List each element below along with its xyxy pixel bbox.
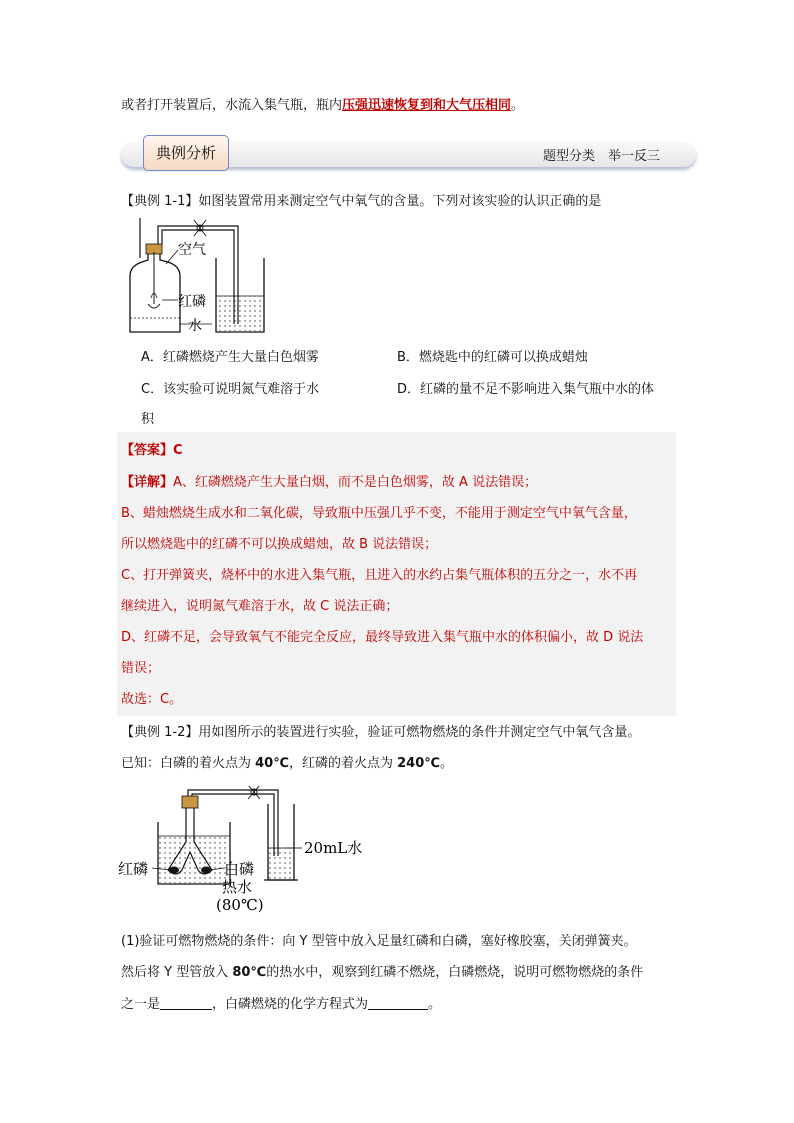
answer-line-8: 故选：C。 xyxy=(121,692,183,707)
section-tag: 典例分析 xyxy=(143,135,229,171)
q2-apparatus-figure xyxy=(118,786,368,916)
q2-part1-line-2: 然后将 Y 型管放入 80℃的热水中，观察到红磷不燃烧，白磷燃烧，说明可燃物燃烧的条件 xyxy=(121,965,644,980)
q2-known: 已知：白磷的着火点为 40℃，红磷的着火点为 240℃。 xyxy=(121,756,454,771)
section-subtitle: 题型分类 举一反三 xyxy=(542,149,660,164)
label-air: 空气 xyxy=(178,242,206,258)
q1-option-d-cont: 积 xyxy=(141,412,155,427)
q1-option-c: C．该实验可说明氮气难溶于水 xyxy=(141,382,320,397)
label-red-phosphorus-2: 红磷 xyxy=(118,860,149,878)
answer-line-1: 【详解】A、红磷燃烧产生大量白烟，而不是白色烟雾，故 A 说法错误； xyxy=(121,475,538,490)
intro-line: 或者打开装置后，水流入集气瓶，瓶内压强迅速恢复到和大气压相同。 xyxy=(121,98,525,113)
answer-line-2: B、蜡烛燃烧生成水和二氧化碳，导致瓶中压强几乎不变，不能用于测定空气中氧气含量， xyxy=(121,506,637,521)
intro-text: 或者打开装置后，水流入集气瓶，瓶内 xyxy=(121,98,343,113)
intro-emphasis: 压强迅速恢复到和大气压相同 xyxy=(342,98,512,113)
q2-part1-line-1: (1)验证可燃物燃烧的条件：向 Y 型管中放入足量红磷和白磷，塞好橡胶塞，关闭弹簧夹。 xyxy=(121,934,637,949)
q1-option-b: B．燃烧匙中的红磷可以换成蜡烛 xyxy=(397,350,588,365)
label-red-phosphorus: 红磷 xyxy=(178,294,206,310)
q1-option-a: A．红磷燃烧产生大量白色烟雾 xyxy=(141,350,319,365)
label-white-phosphorus: 白磷 xyxy=(224,860,255,878)
label-water: 水 xyxy=(188,318,202,334)
answer-blank-1[interactable] xyxy=(160,995,212,1010)
q2-part1-line-3: 之一是 ，白磷燃烧的化学方程式为 。 xyxy=(121,997,442,1012)
label-hot-water: 热水 xyxy=(222,878,253,896)
answer-line-7: 错误； xyxy=(121,661,161,676)
answer-blank-2[interactable] xyxy=(368,995,428,1010)
answer-line-3: 所以燃烧匙中的红磷不可以换成蜡烛，故 B 说法错误； xyxy=(121,537,438,552)
answer-line-4: C、打开弹簧夹，烧杯中的水进入集气瓶，且进入的水约占集气瓶体积的五分之一，水不再 xyxy=(121,568,638,583)
q1-option-d: D．红磷的量不足不影响进入集气瓶中水的体 xyxy=(397,382,655,397)
section-banner xyxy=(121,137,696,171)
answer-line-5: 继续进入，说明氮气难溶于水，故 C 说法正确； xyxy=(121,599,399,614)
q1-stem: 【典例 1-1】如图装置常用来测定空气中氧气的含量。下列对该实验的认识正确的是 xyxy=(121,194,602,209)
label-temperature: (80℃) xyxy=(216,896,264,914)
answer-line-6: D、红磷不足，会导致氧气不能完全反应，最终导致进入集气瓶中水的体积偏小，故 D 说法 xyxy=(121,630,644,645)
q1-apparatus-figure xyxy=(118,214,278,338)
q2-stem: 【典例 1-2】用如图所示的装置进行实验，验证可燃物燃烧的条件并测定空气中氧气含量。 xyxy=(121,725,641,740)
answer-label: 【答案】C xyxy=(121,443,183,458)
label-20ml-water: 20mL水 xyxy=(304,839,363,857)
